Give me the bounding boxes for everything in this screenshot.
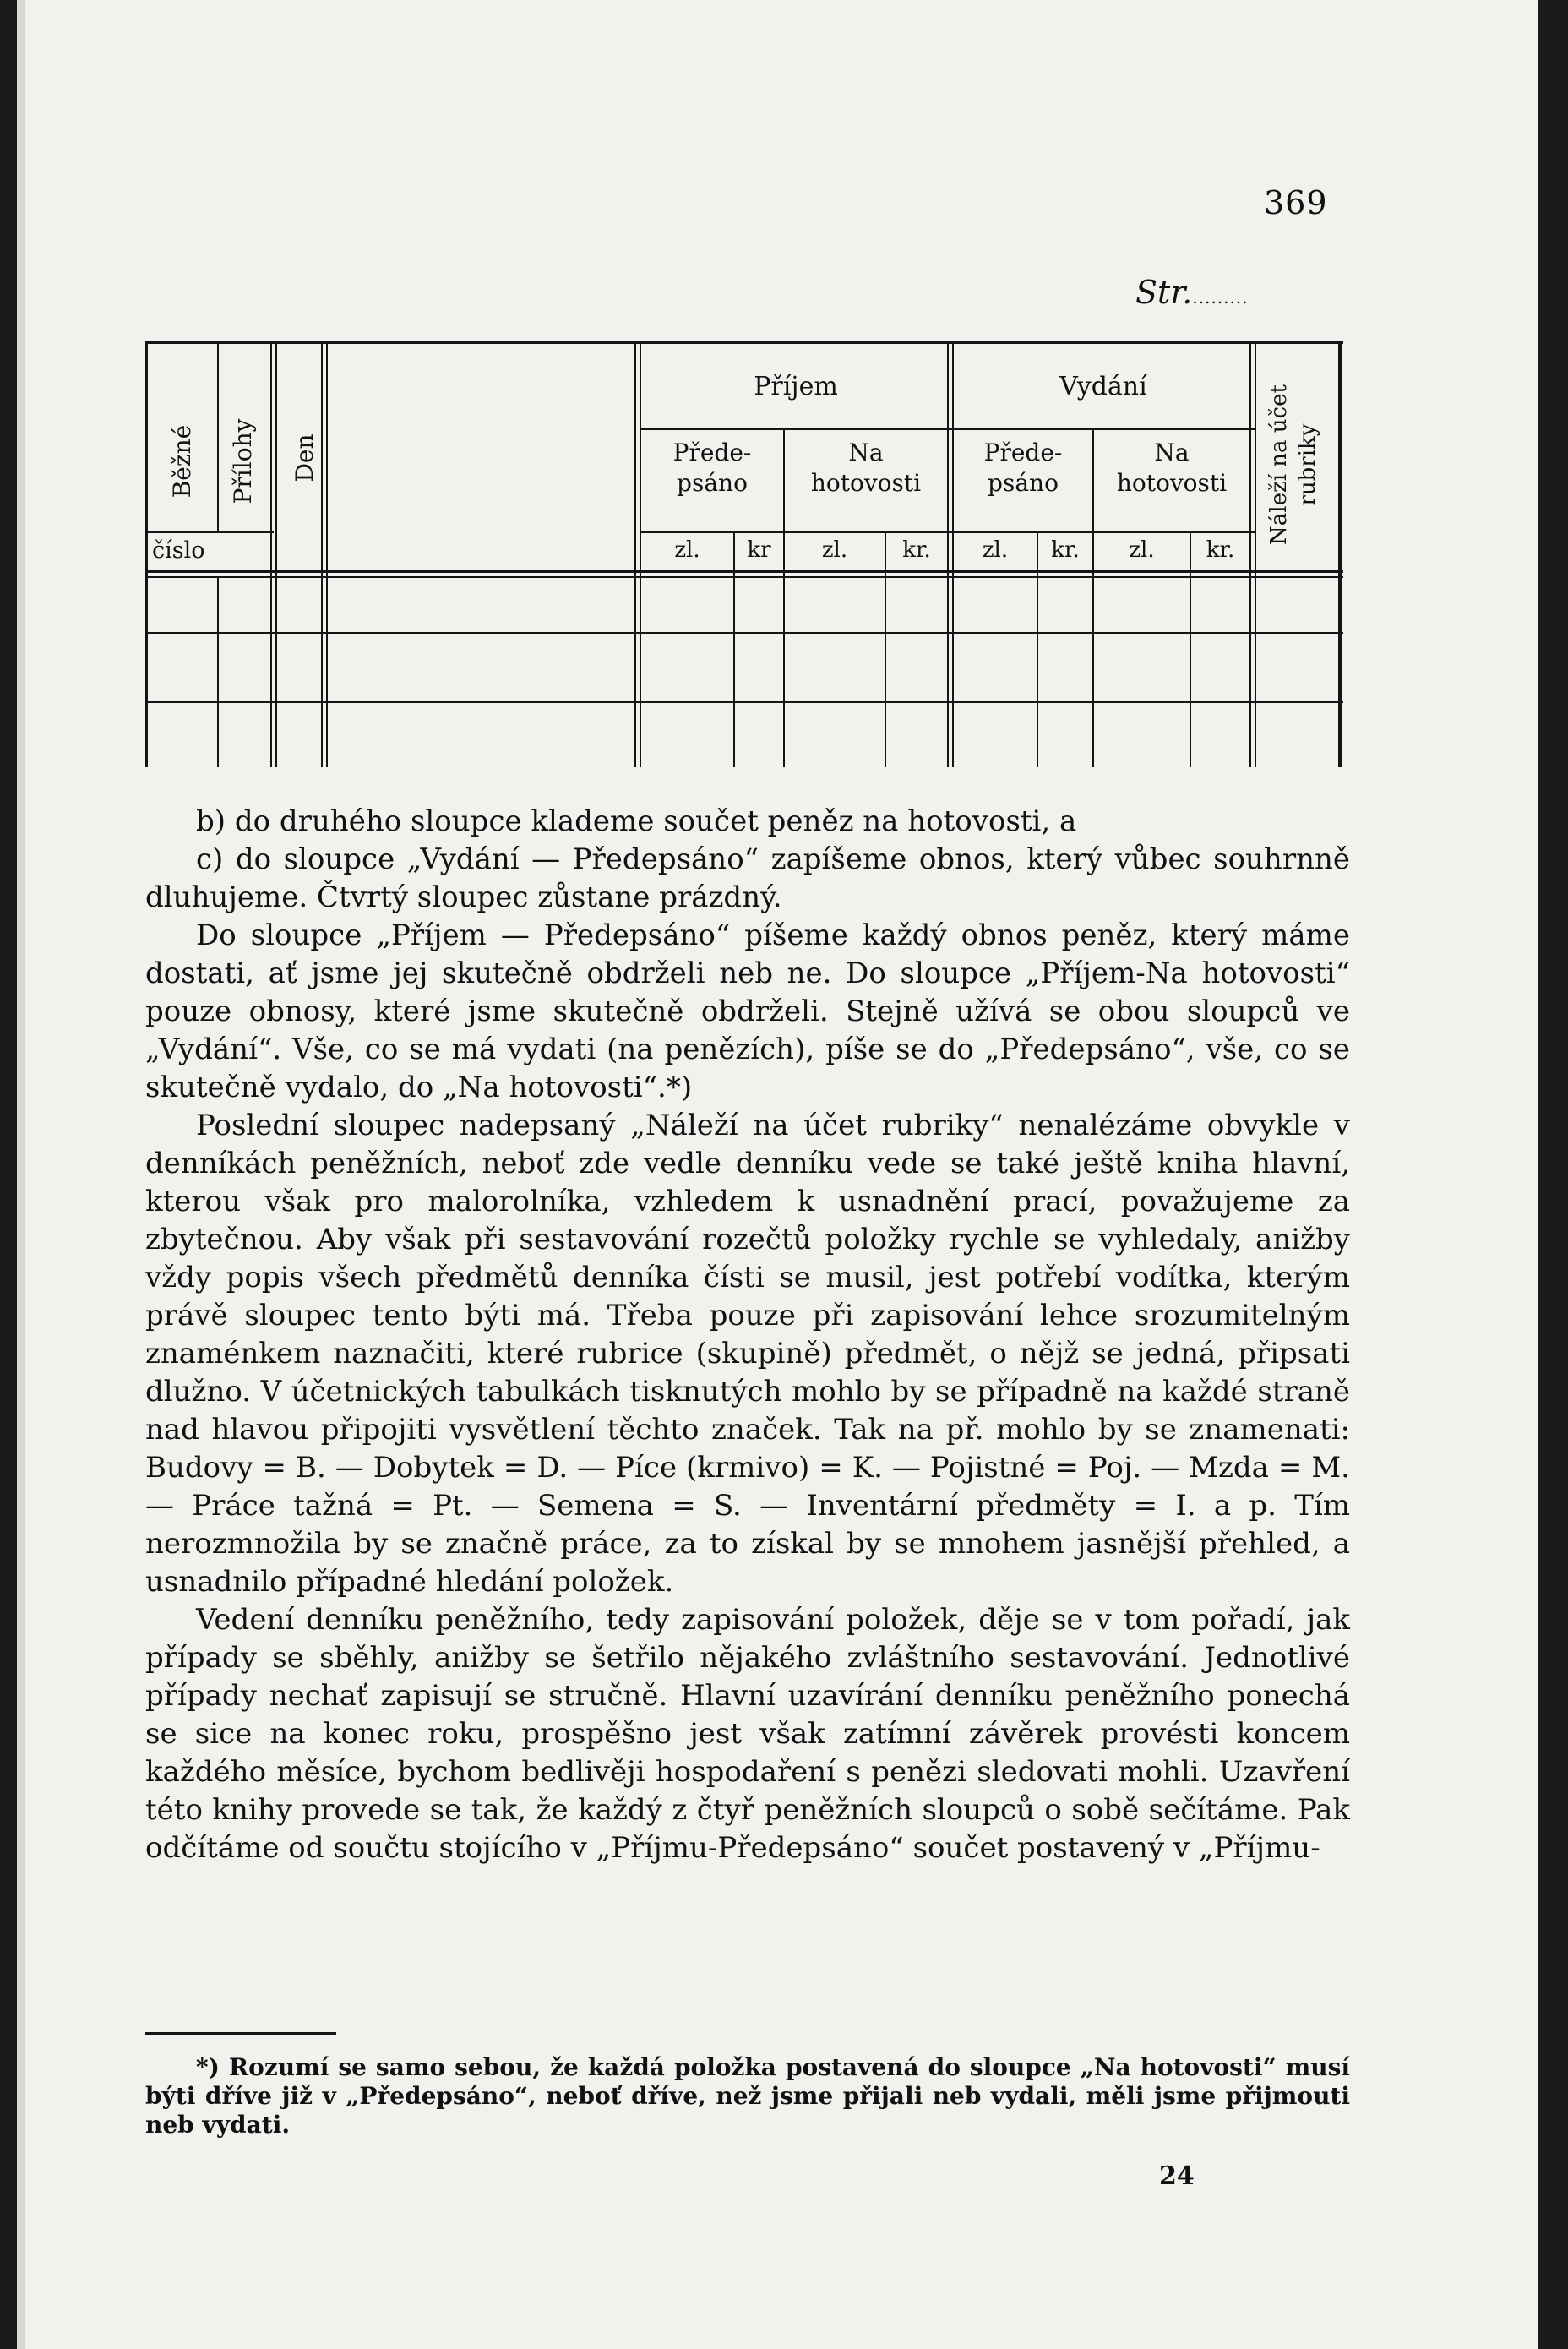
ledger-table: [145, 341, 1343, 767]
paragraph: Do sloupce „Příjem — Předepsáno“ píšeme každý obnos peněz, který máme dostati, ať jsme jej skutečně obdrželi neb ne. Do sloupce „Příjem-Na hotovosti“ pouze obnosy, které jsme skutečně obdrželi. Stejně užívá se obou sloupců ve „Vydání“. Vše, co se má vydati (na penězích), píše se do „Předepsáno“, vše, co se skutečně vydalo, do „Na hotovosti“.*): [145, 918, 1350, 1104]
unit-label: kr.: [1206, 537, 1235, 563]
paragraph: Poslední sloupec nadepsaný „Náleží na účet rubriky“ nenalézáme obvykle v denníkách peněžních, neboť zde vedle denníku vede se také ještě kniha hlavní, kterou však pro malorolníka, vzhledem k usnadnění prací, považujeme za zbytečnou. Aby však při sestavování rozečtů položky rychle se vyhledaly, anižby vždy popis všech předmětů denníka čísti se musil, jest potřebí vodítka, kterým právě sloupec tento býti má. Třeba pouze při zapisování lehce srozumitelným znaménkem naznačiti, které rubrice (skupině) předmět, o nějž se jedná, připsati dlužno. V účetnických tabulkách tisknutých mohlo by se případně na každé straně nad hlavou připojiti vysvětlení těchto značek. Tak na př. mohlo by se znamenati: Budovy = B. — Dobytek = D. — Píce (krmivo) = K. — Pojistné = Poj. — Mzda = M. — Práce tažná = Pt. — Semena = S. — Inventární předměty = I. a p. Tím nerozmnožila by se značně práce, za to získal by se mnohem jasnější přehled, a usnadnilo případné hledání položek.: [145, 1109, 1350, 1599]
unit-label: zl.: [1129, 537, 1155, 563]
subheader-prijem-predepsano: Přede- psáno: [672, 439, 752, 497]
column-cislo: číslo: [152, 537, 205, 564]
unit-label: kr.: [1051, 537, 1080, 563]
body-text: [145, 803, 1350, 1867]
group-vydani: Vydání: [1059, 372, 1147, 401]
page-field-label: [1135, 274, 1249, 311]
subheader-prijem-hotovost: Na hotovosti: [810, 439, 922, 497]
column-prilohy: Přílohy: [229, 418, 257, 504]
unit-label: kr: [747, 537, 771, 563]
footnote-rule: [145, 2032, 336, 2035]
paragraph: c) do sloupce „Vydání — Předepsáno“ zapíšeme obnos, který vůbec souhrnně dluhujeme. Čtvrtý sloupec zůstane prázdný.: [145, 842, 1350, 914]
footnote: [145, 2053, 1350, 2139]
page-number: 369: [1264, 184, 1328, 221]
unit-label: kr.: [902, 537, 931, 563]
sheet-number: 24: [1159, 2161, 1195, 2191]
str-dots: .........: [1192, 287, 1249, 308]
page-edge: [17, 0, 25, 2349]
unit-label: zl.: [674, 537, 700, 563]
column-nalezi-rubriky: Náleží na účet rubriky: [1266, 384, 1320, 545]
paragraph: b) do druhého sloupce klademe součet peněz na hotovosti, a: [196, 804, 1077, 838]
paragraph: Vedení denníku peněžního, tedy zapisování položek, děje se v tom pořadí, jak případy se sběhly, anižby se šetřilo nějakého zvláštního sestavování. Jednotlivé případy nechať zapisují se stručně. Hlavní uzavírání denníku peněžního ponechá se sice na konec roku, prospěšno jest však zatímní závěrek provésti koncem každého měsíce, bychom bedlivěji hospodaření s penězi sledovati mohli. Uzavření této knihy provede se tak, že každý z čtyř peněžních sloupců o sobě sečítáme. Pak odčítáme od součtu stojícího v „Příjmu-Předepsáno“ součet postavený v „Příjmu-: [145, 1603, 1350, 1865]
str-text: Str.: [1135, 274, 1193, 311]
book-page: [17, 0, 1538, 2349]
group-prijem: Příjem: [754, 372, 838, 401]
unit-label: zl.: [982, 537, 1009, 563]
column-bezne: Běžné: [168, 424, 196, 499]
unit-label: zl.: [821, 537, 848, 563]
subheader-vydani-hotovost: Na hotovosti: [1116, 439, 1228, 497]
subheader-vydani-predepsano: Přede- psáno: [983, 439, 1063, 497]
column-den: Den: [291, 433, 318, 482]
footnote-text: *) Rozumí se samo sebou, že každá položka postavená do sloupce „Na hotovosti“ musí býti dříve již v „Předepsáno“, neboť dříve, než jsme přijali neb vydali, měli jsme přijmouti neb vydati.: [145, 2053, 1350, 2139]
